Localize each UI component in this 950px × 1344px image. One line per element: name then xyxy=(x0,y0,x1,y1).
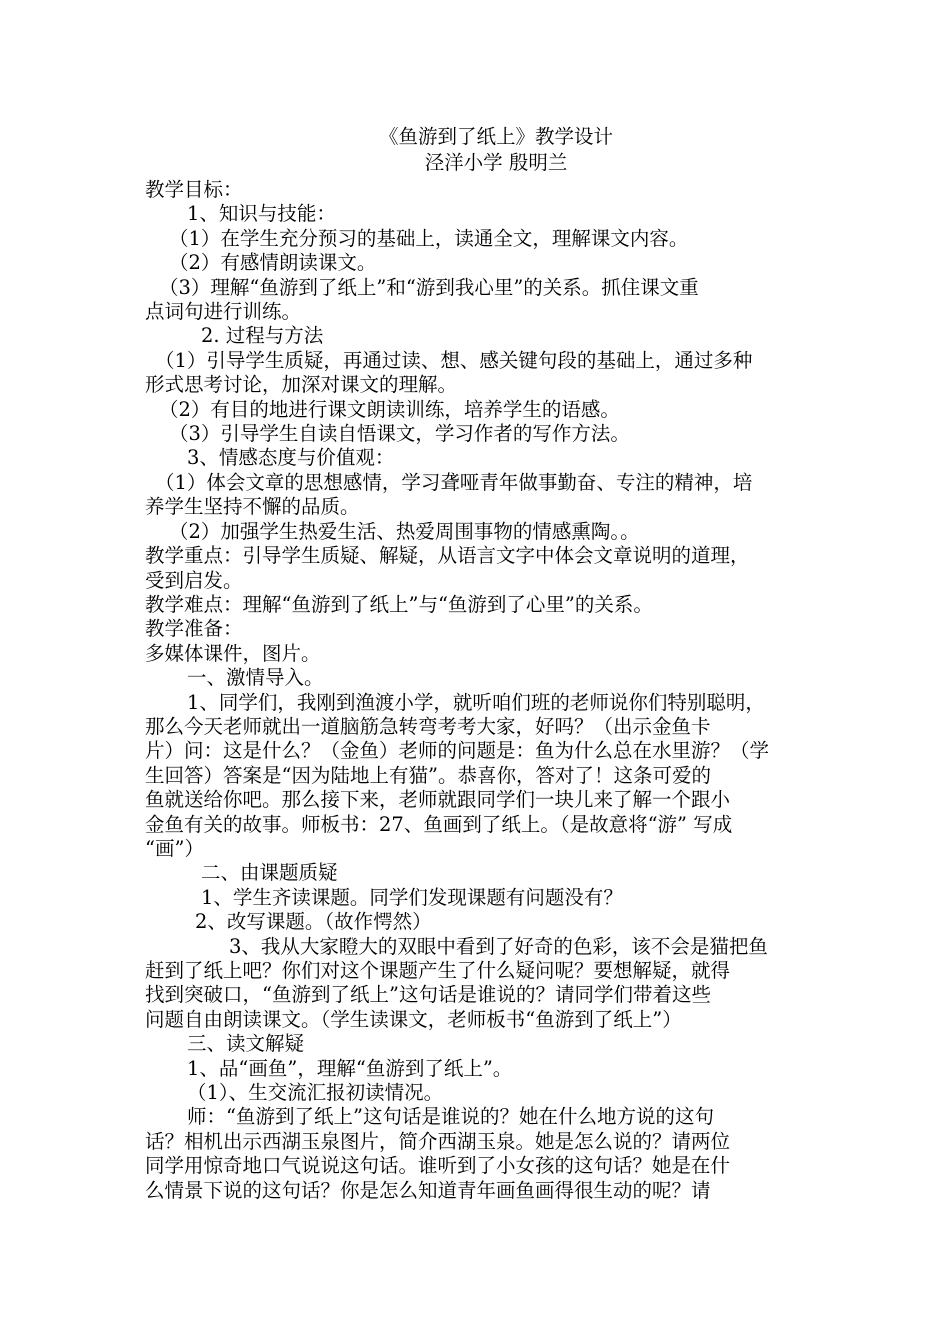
document-body xyxy=(145,124,817,1203)
text-line: 片）问：这是什么？（金鱼）老师的问题是：鱼为什么总在水里游？（学 xyxy=(145,739,770,763)
text-line: 受到启发。 xyxy=(145,568,243,592)
text-line: 多媒体课件，图片。 xyxy=(145,641,321,665)
text-line: 金鱼有关的故事。师板书：27、鱼画到了纸上。（是故意将“游” 写成 xyxy=(145,812,733,836)
text-line: 3、情感态度与价值观： xyxy=(187,446,395,470)
text-line: 么情景下说的这句话？你是怎么知道青年画鱼画得很生动的呢？请 xyxy=(145,1178,711,1202)
text-line: 一、激情导入。 xyxy=(187,666,324,690)
text-line: 生回答）答案是“因为陆地上有猫”。恭喜你，答对了！这条可爱的 xyxy=(145,763,711,787)
text-line: 1、学生齐读课题。同学们发现课题有问题没有？ xyxy=(201,885,623,909)
text-line: 教学准备： xyxy=(145,617,243,641)
text-line: 那么今天老师就出一道脑筋急转弯考考大家，好吗？（出示金鱼卡 xyxy=(145,714,711,738)
text-line: 1、知识与技能： xyxy=(187,202,336,226)
document-title: 《鱼游到了纸上》教学设计 xyxy=(378,125,613,148)
text-line: 同学用惊奇地口气说说这句话。谁听到了小女孩的这句话？她是在什 xyxy=(145,1154,731,1178)
text-line: 二、由课题质疑 xyxy=(201,861,338,885)
document-lines xyxy=(145,178,817,1203)
text-line: 鱼就送给你吧。那么接下来，老师就跟同学们一块儿来了解一个跟小 xyxy=(145,788,731,812)
text-line: 1、品“画鱼”，理解“鱼游到了纸上”。 xyxy=(187,1056,513,1080)
document-author: 泾洋小学 殷明兰 xyxy=(424,151,568,174)
text-line: （1）、生交流汇报初读情况。 xyxy=(187,1081,444,1105)
text-line: 2、改写课题。（故作愕然） xyxy=(195,910,432,934)
text-line: 1、同学们，我刚到渔渡小学，就听咱们班的老师说你们特别聪明， xyxy=(187,690,765,714)
text-line: （2）有目的地进行课文朗读训练，培养学生的语感。 xyxy=(159,397,620,421)
text-line: 找到突破口，“鱼游到了纸上”这句话是谁说的？请同学们带着这些 xyxy=(145,983,711,1007)
text-line: 点词句进行训练。 xyxy=(145,300,302,324)
text-line: （3）理解“鱼游到了纸上”和“游到我心里”的关系。抓住课文重 xyxy=(159,275,699,299)
text-line: （1）在学生充分预习的基础上，读通全文，理解课文内容。 xyxy=(169,226,689,250)
text-line: 养学生坚持不懈的品质。 xyxy=(145,495,360,519)
text-line: “画”） xyxy=(145,836,204,860)
text-line: 赶到了纸上吧？你们对这个课题产生了什么疑问呢？要想解疑，就得 xyxy=(145,959,731,982)
text-line: （3）引导学生自读自悟课文，学习作者的写作方法。 xyxy=(169,422,630,446)
text-line: 形式思考讨论，加深对课文的理解。 xyxy=(145,373,458,397)
text-line: （1）体会文章的思想感情，学习聋哑青年做事勤奋、专注的精神，培 xyxy=(155,470,753,494)
text-line: 教学重点：引导学生质疑、解疑，从语言文字中体会文章说明的道理， xyxy=(145,544,750,568)
text-line: 问题自由朗读课文。（学生读课文，老师板书“鱼游到了纸上”） xyxy=(145,1007,682,1031)
text-line: 三、读文解疑 xyxy=(187,1032,305,1056)
text-line: 师：“鱼游到了纸上”这句话是谁说的？她在什么地方说的这句 xyxy=(187,1105,714,1129)
text-line: （2）加强学生热爱生活、热爱周围事物的情感熏陶。。 xyxy=(169,519,640,543)
text-line: 3、我从大家瞪大的双眼中看到了好奇的色彩，该不会是猫把鱼 xyxy=(229,934,768,958)
text-line: （1）引导学生质疑，再通过读、想、感关键句段的基础上，通过多种 xyxy=(155,348,753,372)
text-line: 教学目标： xyxy=(145,178,243,201)
text-line: （2）有感情朗读课文。 xyxy=(169,251,377,275)
text-line: 话？相机出示西湖玉泉图片，简介西湖玉泉。她是怎么说的？请两位 xyxy=(145,1129,731,1153)
text-line: 教学难点：理解“鱼游到了纸上”与“鱼游到了心里”的关系。 xyxy=(145,592,653,616)
text-line: 2. 过程与方法 xyxy=(201,324,324,348)
